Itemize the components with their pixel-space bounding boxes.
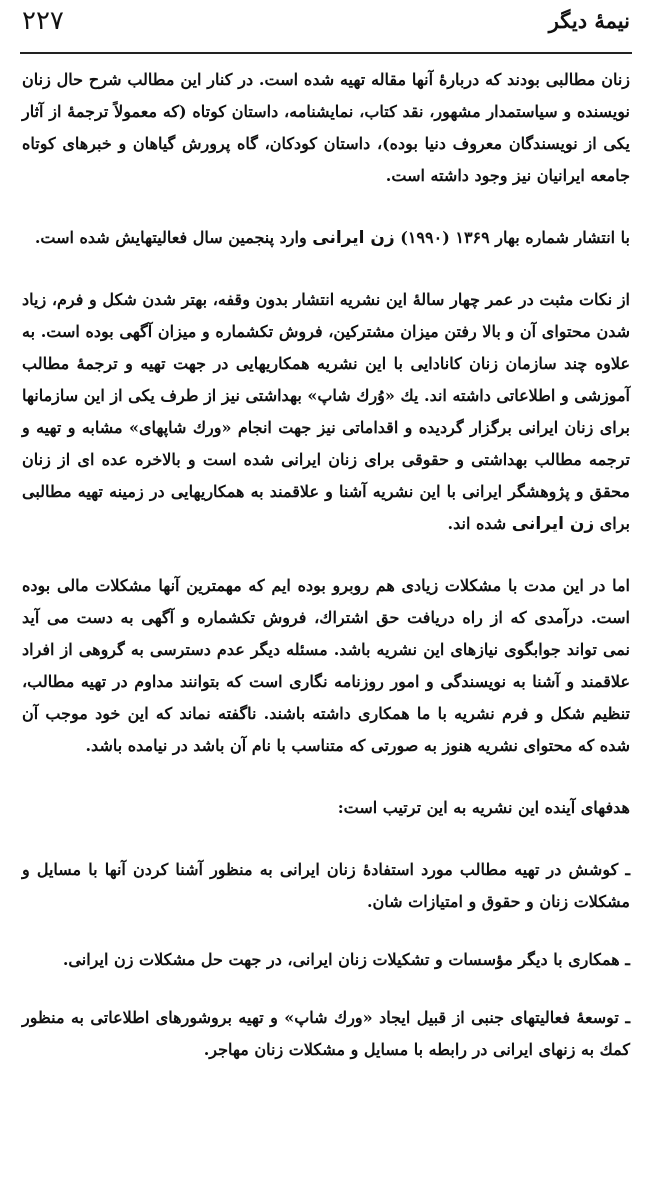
goal-item-1: ـ کوشش در تهیه مطالب مورد استفادهٔ زنان ایرانی به منظور آشنا کردن آنها با مسایل و مشکلات زنان و حقوق و امتیازات شان. [22,860,630,911]
paragraph-fifth-year [22,222,630,254]
paragraph-goals-intro: هدفهای آینده این نشریه به این ترتیب است: [337,798,630,817]
journal-name-inline: زن ایرانی [511,514,595,534]
goal-item-3: ـ توسعهٔ فعالیتهای جنبی از قبیل ایجاد «ورك شاپ» و تهیه بروشورهای اطلاعاتی به منظور کمك به زنهای ایرانی در رابطه با مسایل و مشکلات زنان مهاجر. [22,1008,630,1059]
page-body [22,64,630,1092]
journal-name: زن ایرانی [312,228,395,248]
page-number: ۲۲۷ [22,6,64,36]
goal-item-2: ـ همکاری با دیگر مؤسسات و تشکیلات زنان ایرانی، در جهت حل مشکلات زن ایرانی. [62,950,630,969]
header-rule [20,52,632,54]
page-header [22,6,630,46]
paragraph-fifth-year-end: فعالیتهایش شده است. [34,228,188,247]
running-title: نیمهٔ دیگر [548,8,630,33]
paragraph-positive-points [22,284,630,540]
paragraph-positive-points-text: از نکات مثبت در عمر چهار سالهٔ این نشریه انتشار بدون وقفه، بهتر شدن شکل و فرم، زیاد شدن محتوای آن و بالا رفتن میزان مشترکین، فروش تکشماره و میزان آگهی بوده است. به علاوه چند سازمان زنان کانادایی با این نشریه همکاریهایی در جهت تهیه و ترجمهٔ مطالب آموزشی و اطلاعاتی داشته اند. یك «وُرك شاپ» بهداشتی نیز از طرف یکی از این سازمانها برای زنان ایرانی برگزار گردیده و اقداماتی نیز جهت انجام «ورك شاپهای» مشابه و تهیه و ترجمه مطالب بهداشتی و حقوقی برای زنان ایرانی شده است و بالاخره عده ای از زنان محقق و پژوهشگر ایرانی با این نشریه آشنا و علاقمند به همکاریهایی در زمینه تهیه مطالبی برای [22,290,631,533]
paragraph-problems: اما در این مدت با مشکلات زیادی هم روبرو بوده ایم که مهمترین آنها مشکلات مالی بوده است. درآمدی که از راه دریافت حق اشتراك، فروش تکشماره و آگهی به دست می آید نمی تواند جوابگوی نیازهای این نشریه باشد. مسئله دیگر عدم دسترسی به گروهی از افراد علاقمند و آشنا به نویسندگی و امور روزنامه نگاری است که بتوانند مداوم در تهیه مطالب، تنظیم شکل و فرم نشریه با ما همکاری داشته باشند. ناگفته نماند که این خود موجب آن شده که محتوای نشریه هنوز به صورتی که متناسب با نام آن باشد در نیامده باشد. [22,576,630,755]
paragraph-intro: زنان مطالبی بودند که دربارهٔ آنها مقاله تهیه شده است. در کنار این مطالب شرح حال زنان نویسنده و سیاستمدار مشهور، نقد کتاب، نمایشنامه، داستان کوتاه (که معمولاً ترجمهٔ از آثار یکی از نویسندگان معروف دنیا بوده)، داستان کودکان، گاه پرورش گیاهان و خبرهای کوتاه جامعه ایرانیان نیز وجود داشته است. [22,70,630,185]
paragraph-fifth-year-tail: وارد پنجمین سال [192,228,307,247]
paragraph-positive-points-end: شده اند. [447,514,507,533]
paragraph-fifth-year-lead: با انتشار شماره بهار ۱۳۶۹ (۱۹۹۰) [400,228,630,247]
